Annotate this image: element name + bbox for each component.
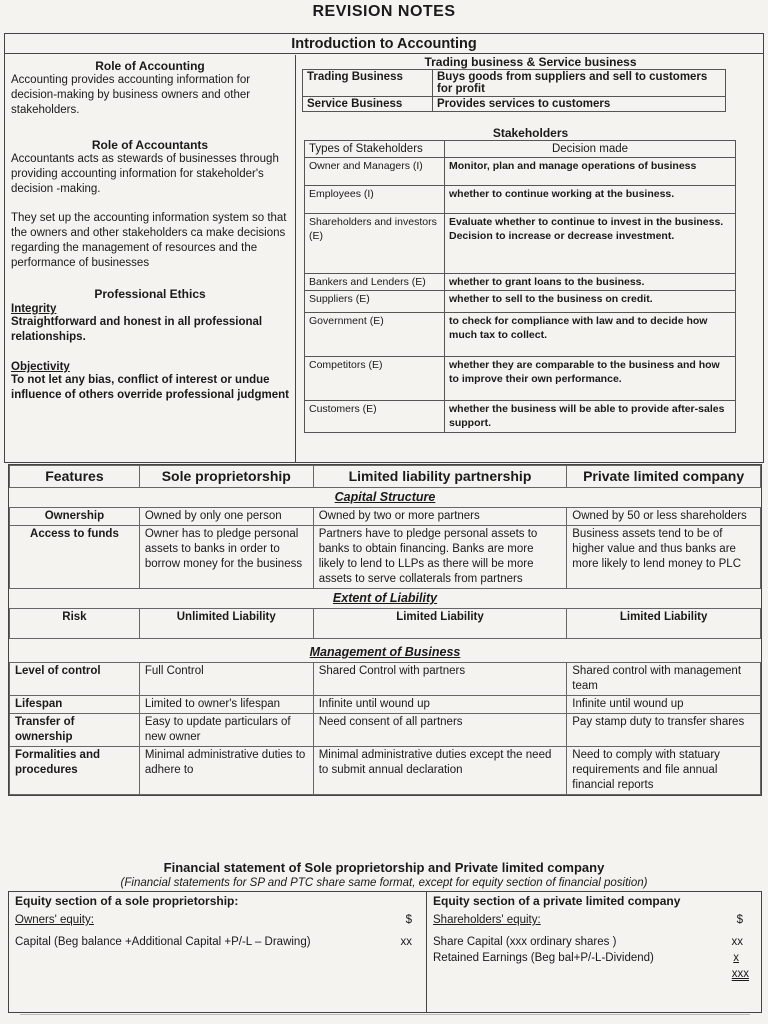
objectivity-text: To not let any bias, conflict of interest or undue influence of others override professional judgment — [11, 374, 289, 401]
col-header: Decision made — [445, 141, 736, 158]
table-row — [10, 508, 761, 526]
plc-retained-label: Retained Earnings (Beg bal+P/-L-Dividend) — [433, 952, 654, 964]
cell-plc: Owned by 50 or less shareholders — [567, 508, 761, 526]
role-accounting-heading: Role of Accounting — [95, 59, 205, 73]
stakeholder-type: Competitors (E) — [305, 357, 445, 401]
section-extent-of-liability: Extent of Liability — [10, 589, 761, 609]
trading-table — [302, 69, 726, 112]
stakeholder-type: Employees (I) — [305, 186, 445, 214]
objectivity-heading: Objectivity — [11, 361, 70, 373]
plc-total-row — [433, 968, 757, 984]
ethics-heading: Professional Ethics — [94, 287, 206, 301]
role-accounting-text: Accounting provides accounting information for decision-making by business owners and other stakeholders. — [11, 74, 251, 116]
table-row — [303, 97, 726, 112]
plc-share-capital-amount: xx — [731, 936, 743, 948]
intro-title: Introduction to Accounting — [5, 34, 763, 54]
intro-right-column — [295, 55, 765, 463]
stakeholder-type: Government (E) — [305, 313, 445, 357]
page-bottom-divider — [20, 1014, 750, 1015]
section-capital-structure: Capital Structure — [10, 488, 761, 508]
table-row — [305, 313, 736, 357]
cell-sp: Owned by only one person — [139, 508, 313, 526]
plc-total-amount: xxx — [731, 968, 749, 980]
trading-type: Service Business — [303, 97, 433, 112]
section-row — [10, 488, 761, 508]
col-header: Limited liability partnership — [313, 466, 567, 488]
stakeholders-table — [304, 140, 736, 433]
sp-equity-heading: Equity section of a sole proprietorship: — [15, 894, 239, 908]
table-row — [305, 357, 736, 401]
role-accountants-text1: Accountants acts as stewards of businesses through providing accounting information for stakeholder's decision -making. — [11, 153, 279, 195]
cell-llp: Infinite until wound up — [313, 696, 567, 714]
stakeholders-heading: Stakeholders — [492, 126, 569, 140]
table-row — [10, 526, 761, 589]
intro-section — [4, 33, 764, 463]
role-accountants-heading: Role of Accountants — [91, 138, 209, 152]
row-label: Access to funds — [10, 526, 140, 589]
sp-capital-amount: xx — [400, 936, 412, 948]
table-row — [305, 401, 736, 433]
stakeholder-decision: to check for compliance with law and to decide how much tax to collect. — [445, 313, 736, 357]
table-row — [305, 274, 736, 291]
stakeholder-decision: whether to sell to the business on credit. — [445, 291, 736, 313]
stakeholder-decision: Monitor, plan and manage operations of business — [445, 158, 736, 186]
stakeholder-type: Shareholders and investors (E) — [305, 214, 445, 274]
cell-sp: Full Control — [139, 663, 313, 696]
financial-subtitle: (Financial statements for SP and PTC share same format, except for equity section of financial position) — [120, 877, 648, 889]
stakeholder-decision: Evaluate whether to continue to invest in the business. Decision to increase or decrease investment. — [445, 214, 736, 274]
plc-equity-heading: Equity section of a private limited company — [433, 894, 681, 908]
cell-sp: Owner has to pledge personal assets to banks in order to borrow money for the business — [139, 526, 313, 589]
sp-capital-row — [15, 936, 420, 954]
cell-plc: Need to comply with statuary requirements and file annual financial reports — [567, 747, 761, 795]
table-row — [10, 714, 761, 747]
trading-type: Trading Business — [303, 70, 433, 97]
intro-left-column — [5, 55, 295, 405]
table-row — [10, 747, 761, 795]
sp-equity-section — [9, 892, 427, 1012]
plc-retained-row — [433, 952, 757, 968]
table-row — [10, 696, 761, 714]
stakeholder-type: Bankers and Lenders (E) — [305, 274, 445, 291]
cell-llp: Owned by two or more partners — [313, 508, 567, 526]
features-table — [9, 465, 761, 795]
stakeholder-decision: whether to continue working at the business. — [445, 186, 736, 214]
table-row — [305, 186, 736, 214]
sp-equity-label-row — [15, 914, 420, 932]
cell-sp: Unlimited Liability — [139, 609, 313, 639]
row-label: Level of control — [10, 663, 140, 696]
section-row — [10, 639, 761, 663]
row-label: Transfer of ownership — [10, 714, 140, 747]
table-row — [305, 158, 736, 186]
plc-equity-label-row — [433, 914, 757, 932]
plc-retained-amount: x — [733, 952, 739, 964]
financial-box — [8, 891, 762, 1013]
stakeholder-type: Customers (E) — [305, 401, 445, 433]
cell-sp: Limited to owner's lifespan — [139, 696, 313, 714]
plc-equity-section — [427, 892, 763, 1012]
cell-llp: Shared Control with partners — [313, 663, 567, 696]
col-header: Features — [10, 466, 140, 488]
table-row — [303, 70, 726, 97]
section-row — [10, 589, 761, 609]
cell-plc: Shared control with management team — [567, 663, 761, 696]
cell-sp: Easy to update particulars of new owner — [139, 714, 313, 747]
sp-capital-label: Capital (Beg balance +Additional Capital +P/-L – Drawing) — [15, 936, 311, 948]
plc-share-capital-row — [433, 936, 757, 952]
col-header: Private limited company — [567, 466, 761, 488]
cell-llp: Limited Liability — [313, 609, 567, 639]
cell-sp: Minimal administrative duties to adhere to — [139, 747, 313, 795]
trading-heading: Trading business & Service business — [424, 55, 637, 69]
page-title: REVISION NOTES — [312, 3, 456, 20]
stakeholder-decision: whether to grant loans to the business. — [445, 274, 736, 291]
section-management-of-business: Management of Business — [10, 639, 761, 663]
col-header: Sole proprietorship — [139, 466, 313, 488]
row-label: Ownership — [10, 508, 140, 526]
stakeholder-decision: whether the business will be able to provide after-sales support. — [445, 401, 736, 433]
cell-plc: Pay stamp duty to transfer shares — [567, 714, 761, 747]
features-section — [8, 464, 762, 796]
row-label: Formalities and procedures — [10, 747, 140, 795]
table-row — [305, 214, 736, 274]
trading-desc: Buys goods from suppliers and sell to customers for profit — [433, 70, 726, 97]
plc-shareholders-equity-label: Shareholders' equity: — [433, 914, 541, 926]
plc-currency: $ — [736, 914, 743, 926]
table-row — [10, 609, 761, 639]
row-label: Risk — [10, 609, 140, 639]
integrity-heading: Integrity — [11, 303, 57, 315]
col-header: Types of Stakeholders — [305, 141, 445, 158]
cell-llp: Partners have to pledge personal assets to banks to obtain financing. Banks are more likely to lend to LLPs as there will be more assets to serve collaterals from partners — [313, 526, 567, 589]
financial-title: Financial statement of Sole proprietorship and Private limited company — [163, 860, 605, 875]
plc-share-capital-label: Share Capital (xxx ordinary shares ) — [433, 936, 617, 948]
role-accountants-text2: They set up the accounting information system so that the owners and other stakeholders ca make decisions regarding the management of resources and the performance of businesses — [11, 212, 287, 269]
integrity-text: Straightforward and honest in all professional relationships. — [11, 316, 263, 343]
cell-plc: Infinite until wound up — [567, 696, 761, 714]
stakeholder-type: Suppliers (E) — [305, 291, 445, 313]
stakeholder-decision: whether they are comparable to the business and how to improve their own performance. — [445, 357, 736, 401]
cell-plc: Business assets tend to be of higher value and thus banks are more likely to lend money to PLC — [567, 526, 761, 589]
table-header-row — [305, 141, 736, 158]
row-label: Lifespan — [10, 696, 140, 714]
table-row — [305, 291, 736, 313]
cell-llp: Minimal administrative duties except the need to submit annual declaration — [313, 747, 567, 795]
sp-currency: $ — [405, 914, 412, 926]
table-header-row — [10, 466, 761, 488]
cell-llp: Need consent of all partners — [313, 714, 567, 747]
trading-desc: Provides services to customers — [433, 97, 726, 112]
sp-owners-equity-label: Owners' equity: — [15, 914, 94, 926]
table-row — [10, 663, 761, 696]
cell-plc: Limited Liability — [567, 609, 761, 639]
stakeholder-type: Owner and Managers (I) — [305, 158, 445, 186]
